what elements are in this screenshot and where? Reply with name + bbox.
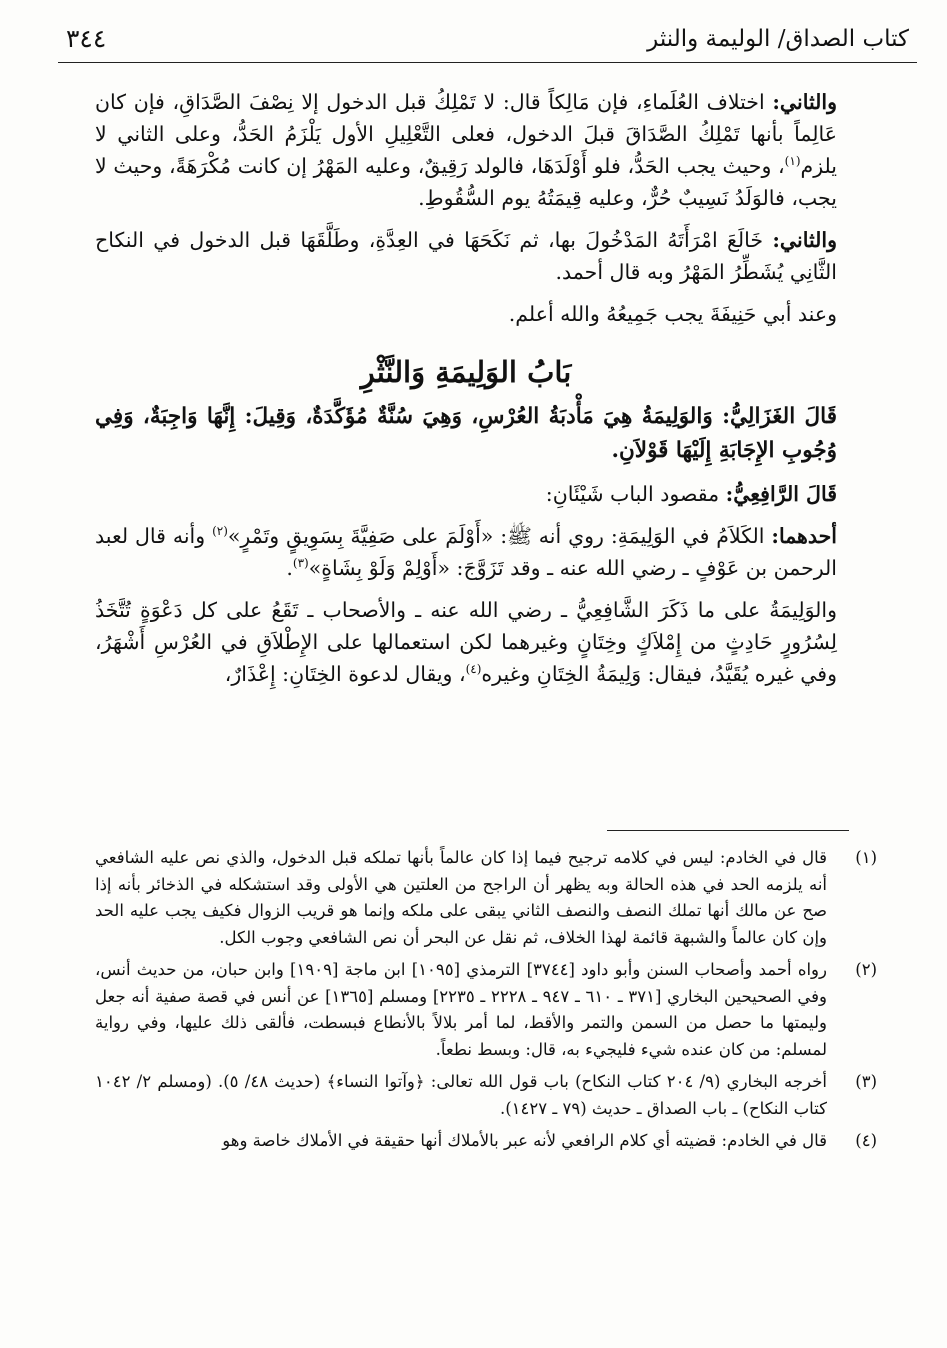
paragraph bbox=[95, 478, 837, 510]
footnotes bbox=[95, 845, 877, 1161]
footnote-ref: (٢) bbox=[212, 524, 228, 539]
footnote-number: (١) bbox=[855, 848, 877, 867]
paragraph bbox=[95, 520, 837, 584]
paragraph-text: ، وحيث يجب الحَدُّ، فلو أَوْلَدَهَا، فالولد رَقِيقٌ، وعليه المَهْرُ إن كانت مُكْرَهَةً، وحيث لا يجب، فالوَلَدُ نَسِيبٌ حُرٌّ، وعليه قِيمَتُهُ يوم السُّقُوطِ. bbox=[95, 154, 837, 210]
footnote-text: رواه أحمد وأصحاب السنن وأبو داود [٣٧٤٤] الترمذي [١٠٩٥] ابن ماجة [١٩٠٩] وابن حبان، من حديث أنس، وفي الصحيحين البخاري [٣٧١ ـ ٦١٠ ـ ٩٤٧ ـ ٢٢٢٨ ـ ٢٢٣٥] ومسلم [١٣٦٥] عن أنس في قصة صفية أنه جعل وليمتها ما حصل من السمن والتمر والأقط، لما أمر بلالاً بالأنطاع فبسطت، فألقى ذلك عليها، وفي رواية لمسلم: من كان عنده شيء فليجيء به، قال: وبسط نطعاً. bbox=[95, 960, 828, 1059]
paragraph-lead: أحدهما: bbox=[771, 524, 837, 548]
page-header bbox=[58, 22, 917, 63]
paragraph-lead: قَالَ الغَزَالِيُّ: bbox=[722, 404, 837, 429]
paragraph-text: وَالوَلِيمَةُ هِيَ مَأْدبَةُ العُرْسِ، وَهِيَ سُنَّةٌ مُؤَكَّدَةٌ، وَقِيلَ: إِنَّهَا وَاجِبَةٌ، وَفِي وُجُوبِ الإِجَابَةِ إِلَيْهَا قَوْلاَنِ. bbox=[95, 404, 837, 463]
paragraph-lead: والثاني: bbox=[772, 228, 837, 252]
footnote bbox=[95, 1069, 877, 1122]
paragraph bbox=[95, 298, 837, 330]
paragraph-text: خَالَعَ امْرَأَتَهُ المَدْخُولَ بها، ثم نَكَحَهَا في العِدَّةِ، وطَلَّقَهَا قبل الدخول في النكاح الثَّانِي يُشَطِّرُ المَهْرُ وبه قال أحمد. bbox=[95, 228, 837, 284]
paragraph-text: والوَلِيمَةُ على ما ذَكَرَ الشَّافِعِيُّ ـ رضي الله عنه ـ والأصحاب ـ تَقَعُ على كل دَعْوَةٍ تُتَّخَذُ لِسُرُورٍ حَادِثٍ من إِمْلاَكٍ وخِتَانٍ وغيرهما لكن استعمالها على الإِطْلاَقِ في العُرْسِ أَشْهَرُ، وفي غيره يُقَيَّدُ، فيقال: وَلِيمَةُ الخِتَانِ وغيره bbox=[95, 598, 837, 686]
footnote-text: قال في الخادم: قضيته أي كلام الرافعي لأنه عبر بالأملاك أنها حقيقة في الأملاك خاصة وهو bbox=[222, 1131, 827, 1150]
paragraph bbox=[95, 594, 837, 690]
paragraph-text: وأنه قال لعبد الرحمن بن عَوْفٍ ـ رضي الله عنه ـ وقد تَزَوَّجَ: «أَوْلِمْ وَلَوْ بِشَاةٍ» bbox=[95, 524, 837, 580]
running-title: كتاب الصداق/ الوليمة والنثر bbox=[647, 26, 909, 52]
footnote bbox=[95, 1128, 877, 1155]
footnote-separator bbox=[607, 830, 849, 831]
main-text bbox=[95, 86, 837, 700]
paragraph-text: مقصود الباب شَيْئَانِ: bbox=[545, 482, 720, 506]
footnote-number: (٢) bbox=[855, 960, 877, 979]
footnote-text: قال في الخادم: ليس في كلامه ترجيح فيما إذا كان عالماً بأنها تملكه قبل الدخول، والذي نص عليه الشافعي أنه يلزمه الحد في هذه الحالة وبه يظهر أن الراجح من العلتين هي الأولى وقد استشكله في الذخائر بأنه إذا صح عن مالك أنها تملك النصف والنصف الثاني يبقى على ملكه وإنما هو قريب الزوال فكيف يجب عليه الحد وإن كان عالماً والشبهة قائمة لهذا الخلاف، ثم نقل عن البحر أن نص الشافعي وجوب الكل. bbox=[95, 848, 827, 947]
paragraph-text: الكَلاَمُ في الوَلِيمَةِ: روي أنه ﷺ: «أَوْلَمَ على صَفِيَّةَ بِسَوِيقٍ وتَمْرٍ» bbox=[227, 524, 765, 548]
paragraph-lead: والثاني: bbox=[772, 90, 837, 114]
footnote-text: أخرجه البخاري (٩/ ٢٠٤ كتاب النكاح) باب قول الله تعالى: ﴿وآتوا النساء﴾ (حديث ٤٨/ ٥). (ومسلم ٢/ ١٠٤٢ كتاب النكاح) ـ باب الصداق ـ حديث (٧٩ ـ ١٤٢٧). bbox=[95, 1072, 827, 1118]
paragraph bbox=[95, 224, 837, 288]
paragraph-text: اختلاف العُلَماءِ، فإن مَالِكاً قال: لا تَمْلِكُ قبل الدخول إلا نِصْفَ الصَّدَاقِ، فإن كان عَالِماً بأنها تَمْلِكُ الصَّدَاقَ قبلَ الدخول، فعلى التَّعْلِيلِ الأول يَلْزَمُ الحَدُّ، وعلى الثاني لا يلزم bbox=[95, 90, 837, 178]
paragraph-text: ، ويقال لدعوة الخِتَانِ: إِعْذَارٌ، bbox=[224, 662, 466, 686]
footnote-number: (٣) bbox=[855, 1072, 877, 1091]
footnote bbox=[95, 957, 877, 1063]
footnote bbox=[95, 845, 877, 951]
paragraph bbox=[95, 86, 837, 214]
page-number: ٣٤٤ bbox=[66, 24, 107, 53]
paragraph-text: وعند أبي حَنِيفَةَ يجب جَمِيعُهُ والله أعلم. bbox=[508, 302, 837, 326]
paragraph-text: . bbox=[286, 556, 293, 580]
footnote-number: (٤) bbox=[855, 1131, 877, 1150]
footnote-ref: (١) bbox=[784, 154, 801, 169]
paragraph-lead: قَالَ الرَّافِعِيُّ: bbox=[725, 482, 837, 506]
footnote-ref: (٣) bbox=[292, 556, 309, 571]
footnote-ref: (٤) bbox=[465, 662, 482, 677]
paragraph bbox=[95, 400, 837, 468]
section-title: بَابُ الوَلِيمَةِ وَالنَّثْرِ bbox=[360, 355, 572, 389]
